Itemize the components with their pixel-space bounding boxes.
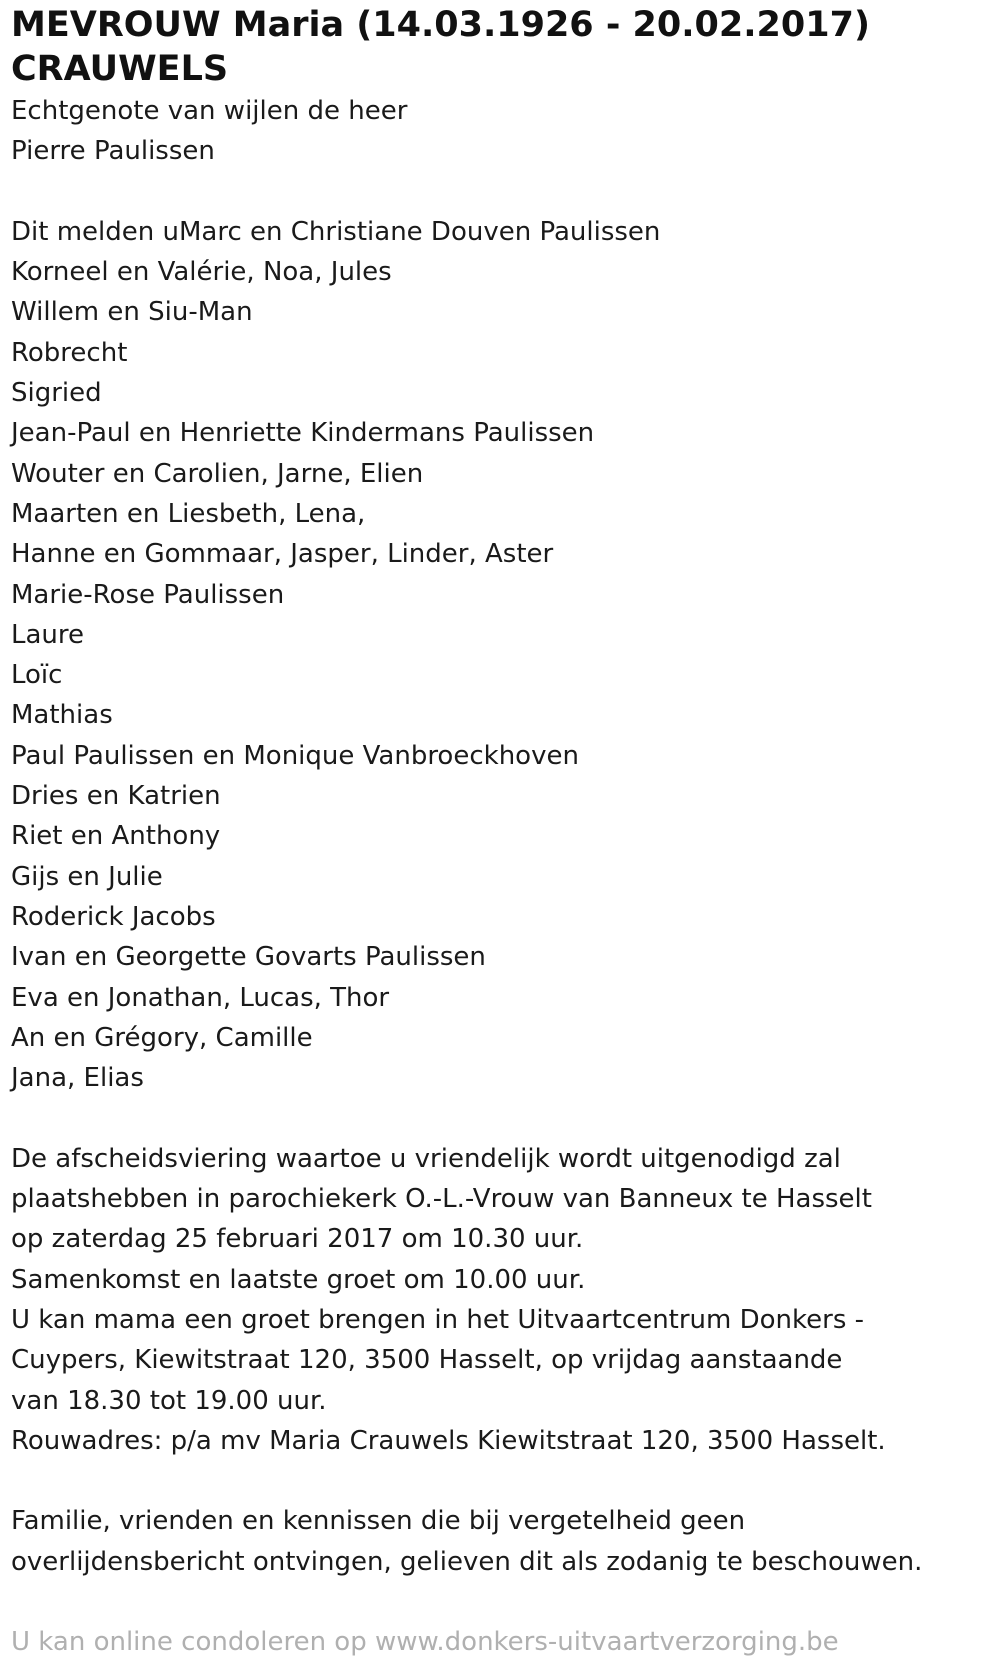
spacer — [11, 1582, 991, 1622]
title-name-dates: MEVROUW Maria (14.03.1926 - 20.02.2017) — [11, 5, 870, 45]
ceremony-line: van 18.30 tot 19.00 uur. — [11, 1385, 327, 1416]
spouse-line: Echtgenote van wijlen de heer — [11, 96, 408, 126]
notice-line: Familie, vrienden en kennissen die bij vergetelheid geen — [11, 1506, 746, 1537]
condolence-note: U kan online condoleren op www.donkers-uitvaartverzorging.be — [11, 1627, 839, 1658]
family-line: Hanne en Gommaar, Jasper, Linder, Aster — [11, 539, 554, 570]
family-line: Roderick Jacobs — [11, 901, 216, 932]
family-list — [11, 212, 991, 1099]
ceremony-line: Rouwadres: p/a mv Maria Crauwels Kiewitstraat 120, 3500 Hasselt. — [11, 1425, 886, 1456]
family-line: Jana, Elias — [11, 1063, 144, 1094]
notice-line: overlijdensbericht ontvingen, gelieven dit als zodanig te beschouwen. — [11, 1546, 923, 1577]
ceremony-line: op zaterdag 25 februari 2017 om 10.30 uur. — [11, 1224, 584, 1255]
family-line: Willem en Siu-Man — [11, 297, 253, 328]
obituary-document — [11, 0, 991, 1663]
family-line: Gijs en Julie — [11, 861, 163, 892]
family-line: Loïc — [11, 660, 63, 691]
family-line: Laure — [11, 619, 85, 650]
family-line: Marie-Rose Paulissen — [11, 579, 285, 610]
notice-block — [11, 1501, 991, 1582]
family-line: Maarten en Liesbeth, Lena, — [11, 498, 366, 529]
family-line: Dit melden uMarc en Christiane Douven Paulissen — [11, 216, 661, 247]
family-line: Jean-Paul en Henriette Kindermans Paulissen — [11, 418, 595, 449]
family-line: Ivan en Georgette Govarts Paulissen — [11, 942, 486, 973]
ceremony-line: Cuypers, Kiewitstraat 120, 3500 Hasselt, op vrijdag aanstaande — [11, 1345, 843, 1376]
spouse-line: Pierre Paulissen — [11, 136, 215, 167]
family-line: An en Grégory, Camille — [11, 1022, 313, 1053]
family-line: Riet en Anthony — [11, 821, 221, 852]
ceremony-line: De afscheidsviering waartoe u vriendelijk wordt uitgenodigd zal — [11, 1143, 841, 1174]
spacer — [11, 1461, 991, 1501]
family-line: Korneel en Valérie, Noa, Jules — [11, 257, 392, 288]
family-line: Eva en Jonathan, Lucas, Thor — [11, 982, 390, 1013]
ceremony-line: plaatshebben in parochiekerk O.-L.-Vrouw van Banneux te Hasselt — [11, 1184, 872, 1215]
title-surname: CRAUWELS — [11, 49, 229, 89]
spacer — [11, 1098, 991, 1138]
obituary-title — [11, 0, 991, 91]
footer — [11, 1622, 991, 1662]
spouse-block — [11, 91, 991, 172]
family-line: Sigried — [11, 378, 102, 409]
ceremony-details — [11, 1139, 991, 1461]
family-line: Wouter en Carolien, Jarne, Elien — [11, 458, 424, 489]
spacer — [11, 172, 991, 212]
family-line: Mathias — [11, 700, 113, 731]
ceremony-line: U kan mama een groet brengen in het Uitvaartcentrum Donkers - — [11, 1304, 865, 1335]
ceremony-line: Samenkomst en laatste groet om 10.00 uur. — [11, 1264, 586, 1295]
family-line: Robrecht — [11, 337, 128, 368]
family-line: Paul Paulissen en Monique Vanbroeckhoven — [11, 740, 579, 771]
family-line: Dries en Katrien — [11, 781, 221, 812]
